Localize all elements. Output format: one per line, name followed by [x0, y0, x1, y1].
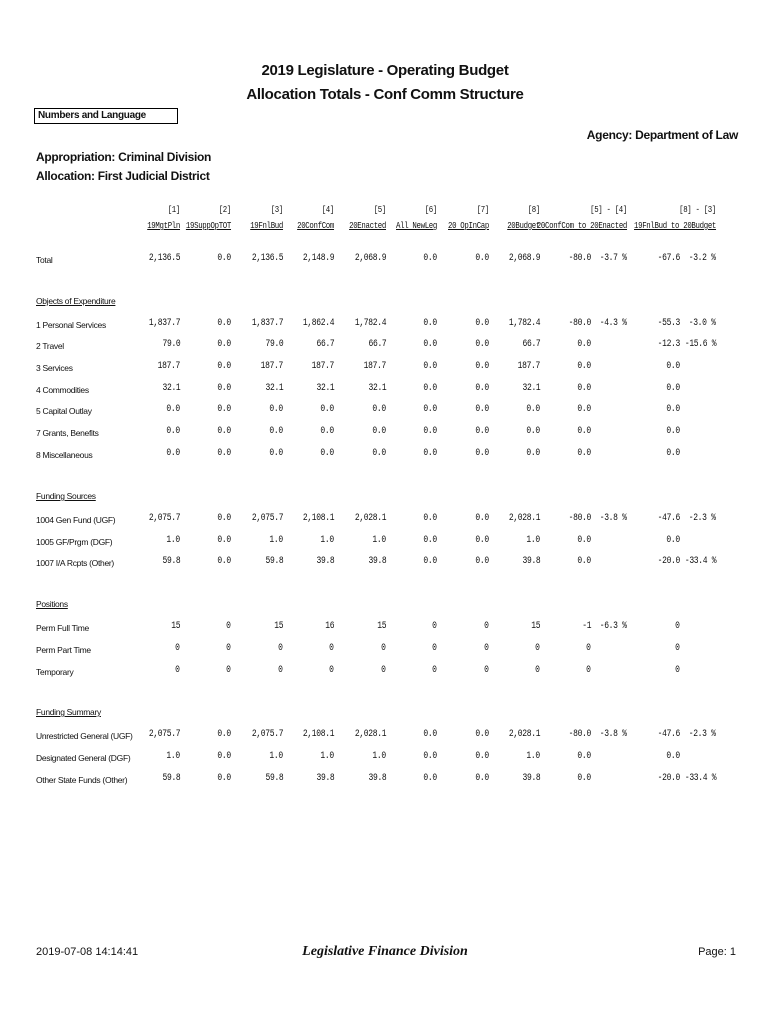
table-cell: 0: [586, 665, 591, 676]
table-cell: 0.0: [475, 513, 489, 524]
table-cell: 39.8: [522, 773, 540, 784]
table-cell: 0.0: [217, 404, 231, 415]
table-cell: 1,837.7: [251, 318, 283, 329]
table-cell: 0.0: [577, 426, 591, 437]
row-label: 1004 Gen Fund (UGF): [36, 515, 116, 525]
table-cell: 0.0: [666, 751, 680, 762]
table-cell: 16: [325, 621, 334, 632]
table-cell: -55.3: [657, 318, 680, 329]
table-cell: 1.0: [166, 535, 180, 546]
table-cell: 1,837.7: [148, 318, 180, 329]
table-cell: 2,136.5: [251, 253, 283, 264]
report-title: 2019 Legislature - Operating Budget: [261, 62, 509, 79]
table-cell: 0: [329, 665, 334, 676]
table-cell: 0: [535, 665, 540, 676]
table-cell: 0.0: [217, 448, 231, 459]
table-cell: -4.3 %: [600, 318, 627, 329]
table-cell: 0.0: [166, 426, 180, 437]
table-cell: 0.0: [666, 383, 680, 394]
table-cell: -6.3 %: [600, 621, 627, 632]
section-heading: Positions: [36, 599, 68, 609]
table-cell: 0.0: [475, 339, 489, 350]
table-cell: 0: [226, 643, 231, 654]
table-cell: 0: [432, 621, 437, 632]
table-cell: 0.0: [666, 361, 680, 372]
table-cell: 0.0: [217, 729, 231, 740]
table-cell: 0.0: [423, 773, 437, 784]
row-label: 1 Personal Services: [36, 320, 106, 330]
table-cell: 0.0: [372, 426, 386, 437]
table-cell: -3.8 %: [600, 513, 627, 524]
table-cell: 59.8: [265, 773, 283, 784]
column-number: [1]: [167, 205, 180, 215]
table-cell: -20.0: [657, 556, 680, 567]
table-cell: 0.0: [217, 426, 231, 437]
table-cell: 0.0: [217, 361, 231, 372]
row-label: Perm Full Time: [36, 623, 89, 633]
column-number: [2]: [218, 205, 231, 215]
table-cell: 0.0: [666, 535, 680, 546]
table-cell: 0.0: [526, 448, 540, 459]
table-cell: 79.0: [162, 339, 180, 350]
table-cell: 0.0: [217, 535, 231, 546]
table-cell: 0: [535, 643, 540, 654]
table-cell: 2,075.7: [148, 513, 180, 524]
table-cell: 0.0: [577, 751, 591, 762]
table-cell: 1.0: [269, 751, 283, 762]
table-cell: -67.6: [657, 253, 680, 264]
table-cell: 0.0: [320, 404, 334, 415]
table-cell: 0.0: [475, 535, 489, 546]
table-cell: 0.0: [475, 318, 489, 329]
table-cell: 2,136.5: [148, 253, 180, 264]
table-cell: -2.3 %: [689, 729, 716, 740]
column-header: 19SuppOpTOT: [185, 221, 231, 231]
table-cell: -12.3: [657, 339, 680, 350]
table-cell: 0.0: [423, 404, 437, 415]
row-label: 8 Miscellaneous: [36, 450, 93, 460]
table-cell: 0.0: [320, 448, 334, 459]
table-cell: 0: [586, 643, 591, 654]
table-cell: 0: [484, 643, 489, 654]
table-cell: 0.0: [577, 339, 591, 350]
table-cell: 39.8: [522, 556, 540, 567]
table-cell: 1.0: [166, 751, 180, 762]
column-header: 20 OpInCap: [447, 221, 489, 231]
table-cell: 0.0: [475, 426, 489, 437]
column-number: [3]: [270, 205, 283, 215]
row-label: 1005 GF/Prgm (DGF): [36, 537, 113, 547]
row-label: 5 Capital Outlay: [36, 406, 92, 416]
table-cell: 1.0: [526, 535, 540, 546]
table-cell: 0.0: [475, 253, 489, 264]
footer-page-number: Page: 1: [698, 946, 736, 958]
column-number: [6]: [424, 205, 437, 215]
table-cell: 0.0: [217, 773, 231, 784]
table-cell: 187.7: [311, 361, 334, 372]
table-cell: 0: [484, 621, 489, 632]
row-label: 4 Commodities: [36, 385, 89, 395]
table-cell: 59.8: [265, 556, 283, 567]
table-cell: 0.0: [423, 513, 437, 524]
table-cell: 0: [432, 665, 437, 676]
footer-division-signature: Legislative Finance Division: [302, 944, 468, 959]
table-cell: 0.0: [666, 426, 680, 437]
table-cell: -20.0: [657, 773, 680, 784]
table-cell: 0.0: [666, 448, 680, 459]
table-cell: 0.0: [526, 426, 540, 437]
table-cell: 0: [278, 643, 283, 654]
table-cell: 0: [675, 643, 680, 654]
table-cell: -3.2 %: [689, 253, 716, 264]
table-cell: -3.8 %: [600, 729, 627, 740]
table-cell: 0.0: [217, 339, 231, 350]
table-cell: 2,028.1: [508, 729, 540, 740]
row-label: Total: [36, 255, 53, 265]
table-cell: 15: [171, 621, 180, 632]
table-cell: 0.0: [217, 383, 231, 394]
table-cell: -15.6 %: [684, 339, 716, 350]
table-cell: 0.0: [475, 556, 489, 567]
table-cell: 0.0: [577, 383, 591, 394]
table-cell: -3.7 %: [600, 253, 627, 264]
table-cell: 0.0: [423, 729, 437, 740]
table-cell: 0.0: [423, 751, 437, 762]
table-cell: 0.0: [577, 535, 591, 546]
table-cell: 2,068.9: [354, 253, 386, 264]
table-cell: 15: [377, 621, 386, 632]
row-label: Temporary: [36, 667, 74, 677]
table-cell: -80.0: [568, 729, 591, 740]
table-cell: 0.0: [269, 404, 283, 415]
table-cell: 59.8: [162, 773, 180, 784]
table-cell: 187.7: [260, 361, 283, 372]
table-cell: 59.8: [162, 556, 180, 567]
table-cell: 0.0: [475, 773, 489, 784]
table-cell: 1.0: [320, 535, 334, 546]
section-heading: Funding Sources: [36, 491, 96, 501]
table-cell: -80.0: [568, 318, 591, 329]
row-label: 7 Grants, Benefits: [36, 428, 99, 438]
table-cell: 0.0: [217, 513, 231, 524]
table-cell: 1.0: [269, 535, 283, 546]
table-cell: 187.7: [157, 361, 180, 372]
table-cell: 0.0: [166, 404, 180, 415]
column-number: [8] - [3]: [679, 205, 716, 215]
table-cell: 0.0: [475, 404, 489, 415]
table-cell: 0.0: [372, 448, 386, 459]
table-cell: 0.0: [217, 751, 231, 762]
table-cell: 2,075.7: [251, 513, 283, 524]
table-cell: 1,862.4: [302, 318, 334, 329]
table-cell: 0.0: [269, 426, 283, 437]
table-cell: 39.8: [316, 556, 334, 567]
table-cell: 79.0: [265, 339, 283, 350]
table-cell: 0.0: [526, 404, 540, 415]
table-cell: 0.0: [269, 448, 283, 459]
column-number: [5] - [4]: [590, 205, 627, 215]
report-subtitle: Allocation Totals - Conf Comm Structure: [246, 86, 524, 103]
table-cell: 0.0: [423, 426, 437, 437]
table-cell: 2,148.9: [302, 253, 334, 264]
table-cell: 0.0: [666, 404, 680, 415]
allocation-label: Allocation: First Judicial District: [36, 169, 210, 183]
table-cell: 66.7: [316, 339, 334, 350]
table-cell: 1.0: [526, 751, 540, 762]
table-cell: 32.1: [265, 383, 283, 394]
table-cell: 0: [278, 665, 283, 676]
table-cell: 0.0: [423, 339, 437, 350]
table-cell: 0.0: [372, 404, 386, 415]
table-cell: 32.1: [368, 383, 386, 394]
table-cell: 66.7: [522, 339, 540, 350]
table-cell: 0: [484, 665, 489, 676]
table-cell: 2,108.1: [302, 729, 334, 740]
table-cell: 0.0: [423, 556, 437, 567]
table-cell: 2,075.7: [148, 729, 180, 740]
table-cell: 0.0: [577, 404, 591, 415]
table-cell: 0.0: [217, 253, 231, 264]
column-header: 19FnlBud: [250, 221, 283, 231]
table-cell: 0.0: [423, 535, 437, 546]
row-label: 3 Services: [36, 363, 73, 373]
section-heading: Funding Summary: [36, 707, 101, 717]
table-cell: 2,068.9: [508, 253, 540, 264]
table-cell: 66.7: [368, 339, 386, 350]
table-cell: 0: [175, 643, 180, 654]
table-cell: 0.0: [475, 448, 489, 459]
column-number: [7]: [476, 205, 489, 215]
row-label: Unrestricted General (UGF): [36, 731, 133, 741]
table-cell: 0: [226, 665, 231, 676]
agency-label: Agency: Department of Law: [586, 128, 738, 142]
table-cell: 0.0: [423, 361, 437, 372]
row-label: 1007 I/A Rcpts (Other): [36, 558, 114, 568]
table-cell: 0.0: [577, 361, 591, 372]
table-cell: 0: [226, 621, 231, 632]
table-cell: 187.7: [363, 361, 386, 372]
row-label: Designated General (DGF): [36, 753, 131, 763]
table-cell: 0.0: [423, 383, 437, 394]
table-cell: -80.0: [568, 513, 591, 524]
table-cell: 0.0: [423, 253, 437, 264]
table-cell: 0.0: [577, 556, 591, 567]
row-label: 2 Travel: [36, 341, 64, 351]
footer-timestamp: 2019-07-08 14:14:41: [36, 946, 139, 958]
table-cell: 0.0: [475, 729, 489, 740]
column-header: 20ConfCom: [297, 221, 334, 231]
table-cell: 1,782.4: [354, 318, 386, 329]
table-cell: 0.0: [475, 361, 489, 372]
table-cell: -33.4 %: [684, 556, 716, 567]
table-cell: 0.0: [423, 448, 437, 459]
table-cell: 0.0: [423, 318, 437, 329]
table-cell: -47.6: [657, 513, 680, 524]
table-cell: 0: [329, 643, 334, 654]
table-cell: -47.6: [657, 729, 680, 740]
appropriation-label: Appropriation: Criminal Division: [36, 150, 212, 164]
table-cell: -2.3 %: [689, 513, 716, 524]
column-header: 19FnlBud to 20Budget: [633, 221, 716, 231]
table-cell: 2,108.1: [302, 513, 334, 524]
table-cell: 0: [432, 643, 437, 654]
table-cell: 0.0: [320, 426, 334, 437]
numbers-language-box: Numbers and Language: [34, 108, 178, 124]
row-label: Other State Funds (Other): [36, 775, 128, 785]
table-cell: 0.0: [577, 773, 591, 784]
table-cell: 1,782.4: [508, 318, 540, 329]
column-header: All NewLeg: [395, 221, 437, 231]
table-cell: 39.8: [368, 556, 386, 567]
table-cell: 0.0: [217, 318, 231, 329]
table-cell: 2,075.7: [251, 729, 283, 740]
table-cell: -33.4 %: [684, 773, 716, 784]
column-number: [4]: [321, 205, 334, 215]
column-number: [5]: [373, 205, 386, 215]
table-cell: 187.7: [517, 361, 540, 372]
column-header: 19MgtPln: [147, 221, 180, 231]
table-cell: 1.0: [372, 535, 386, 546]
table-cell: 0: [675, 665, 680, 676]
table-cell: 0: [381, 643, 386, 654]
section-heading: Objects of Expenditure: [36, 296, 116, 306]
table-cell: 32.1: [162, 383, 180, 394]
table-cell: 0.0: [475, 751, 489, 762]
table-cell: 0: [381, 665, 386, 676]
table-cell: 0: [675, 621, 680, 632]
row-label: Perm Part Time: [36, 645, 91, 655]
table-cell: 0.0: [577, 448, 591, 459]
table-cell: 0.0: [475, 383, 489, 394]
column-header: 20ConfCom to 20Enacted: [536, 221, 627, 231]
table-cell: 15: [274, 621, 283, 632]
table-cell: 1.0: [372, 751, 386, 762]
table-cell: 32.1: [522, 383, 540, 394]
table-cell: 0.0: [217, 556, 231, 567]
table-cell: 2,028.1: [354, 513, 386, 524]
column-header: 20Enacted: [349, 221, 386, 231]
table-cell: -1: [582, 621, 591, 632]
table-cell: -80.0: [568, 253, 591, 264]
table-cell: 0: [175, 665, 180, 676]
table-cell: 2,028.1: [508, 513, 540, 524]
table-cell: 1.0: [320, 751, 334, 762]
table-cell: -3.0 %: [689, 318, 716, 329]
table-cell: 39.8: [316, 773, 334, 784]
column-number: [8]: [527, 205, 540, 215]
table-cell: 32.1: [316, 383, 334, 394]
table-cell: 39.8: [368, 773, 386, 784]
column-header: 20Budget: [507, 221, 540, 231]
table-cell: 2,028.1: [354, 729, 386, 740]
table-cell: 0.0: [166, 448, 180, 459]
table-cell: 15: [531, 621, 540, 632]
